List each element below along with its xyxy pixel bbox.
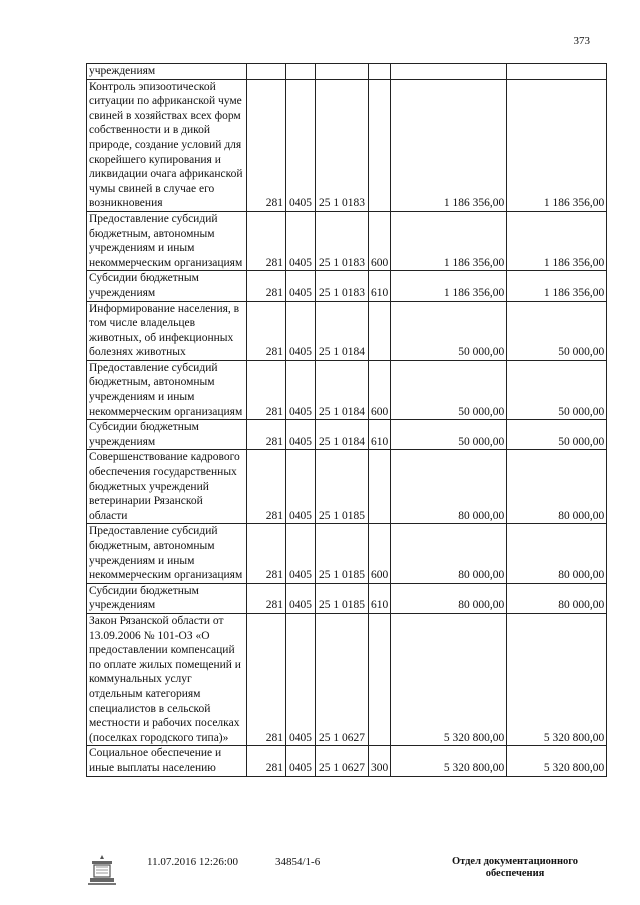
row-ved-cell: 281 (247, 613, 286, 745)
row-name-cell: Закон Рязанской области от 13.09.2006 № 101-ОЗ «О предоставлении компенсаций по оплате жилых помещений и коммунальных услуг отдельным категориям специалистов в сельской местности и рабочих поселках (поселках городского типа)» (87, 613, 247, 745)
row-name-cell: Контроль эпизоотической ситуации по африканской чуме свиней в хозяйствах всех форм собственности и в дикой природе, создание условий для скорейшего купирования и ликвидации очага африканской чумы свиней в случае его возникновения (87, 79, 247, 211)
row-section-cell: 0405 (286, 583, 316, 613)
row-sum-approved-cell: 50 000,00 (507, 301, 607, 360)
row-vr-cell: 610 (369, 271, 391, 301)
row-sum-2016-cell: 5 320 800,00 (391, 746, 507, 776)
row-csr-cell: 25 1 0183 (316, 271, 369, 301)
row-csr-cell: 25 1 0184 (316, 360, 369, 419)
table-row (87, 271, 607, 301)
row-ved-cell: 281 (247, 271, 286, 301)
row-sum-approved-cell: 1 186 356,00 (507, 271, 607, 301)
row-sum-2016-cell: 5 320 800,00 (391, 613, 507, 745)
row-sum-2016-cell: 50 000,00 (391, 301, 507, 360)
row-vr-cell: 610 (369, 420, 391, 450)
row-csr-cell: 25 1 0627 (316, 613, 369, 745)
row-section-cell: 0405 (286, 360, 316, 419)
row-section-cell: 0405 (286, 613, 316, 745)
row-sum-approved-cell: 5 320 800,00 (507, 746, 607, 776)
row-ved-cell: 281 (247, 746, 286, 776)
row-ved-cell: 281 (247, 583, 286, 613)
row-ved-cell: 281 (247, 360, 286, 419)
row-ved-cell: 281 (247, 79, 286, 211)
row-vr-cell: 610 (369, 583, 391, 613)
row-vr-cell (369, 613, 391, 745)
department-line-1: Отдел документационного (451, 856, 579, 867)
row-sum-2016-cell: 1 186 356,00 (391, 79, 507, 211)
timestamp: 11.07.2016 12:26:00 (147, 856, 238, 868)
table-row (87, 360, 607, 419)
row-sum-approved-cell: 5 320 800,00 (507, 613, 607, 745)
table-row (87, 583, 607, 613)
row-name-cell: Предоставление субсидий бюджетным, автономным учреждениям и иным некоммерческим организациям (87, 524, 247, 583)
row-ved-cell: 281 (247, 450, 286, 524)
row-name-cell: Социальное обеспечение и иные выплаты населению (87, 746, 247, 776)
row-csr-cell: 25 1 0185 (316, 450, 369, 524)
row-sum-2016-cell: 1 186 356,00 (391, 271, 507, 301)
row-name-cell: Субсидии бюджетным учреждениям (87, 420, 247, 450)
row-csr-cell: 25 1 0185 (316, 583, 369, 613)
coat-of-arms-icon (86, 853, 118, 887)
row-section-cell: 0405 (286, 79, 316, 211)
row-csr-cell: 25 1 0183 (316, 79, 369, 211)
row-sum-2016-cell: 80 000,00 (391, 524, 507, 583)
row-section-cell: 0405 (286, 524, 316, 583)
row-csr-cell: 25 1 0627 (316, 746, 369, 776)
row-sum-2016-cell: 80 000,00 (391, 583, 507, 613)
row-section-cell: 0405 (286, 301, 316, 360)
page-footer (0, 853, 640, 893)
row-csr-cell (316, 64, 369, 80)
row-sum-approved-cell: 80 000,00 (507, 450, 607, 524)
page-number: 373 (573, 35, 590, 47)
row-section-cell: 0405 (286, 450, 316, 524)
row-section-cell: 0405 (286, 211, 316, 270)
row-vr-cell: 600 (369, 524, 391, 583)
row-csr-cell: 25 1 0185 (316, 524, 369, 583)
row-vr-cell: 600 (369, 360, 391, 419)
row-csr-cell: 25 1 0184 (316, 420, 369, 450)
department-name (440, 856, 590, 880)
row-vr-cell (369, 64, 391, 80)
table-row (87, 211, 607, 270)
row-section-cell: 0405 (286, 271, 316, 301)
row-vr-cell: 300 (369, 746, 391, 776)
row-ved-cell (247, 64, 286, 80)
row-vr-cell: 600 (369, 211, 391, 270)
row-sum-approved-cell (507, 64, 607, 80)
row-ved-cell: 281 (247, 420, 286, 450)
row-section-cell: 0405 (286, 420, 316, 450)
row-csr-cell: 25 1 0184 (316, 301, 369, 360)
row-name-cell: Совершенствование кадрового обеспечения государственных бюджетных учреждений ветеринарии Рязанской области (87, 450, 247, 524)
row-ved-cell: 281 (247, 211, 286, 270)
table-row (87, 420, 607, 450)
document-id: 34854/1-6 (275, 856, 321, 868)
row-name-cell: Предоставление субсидий бюджетным, автономным учреждениям и иным некоммерческим организациям (87, 360, 247, 419)
row-ved-cell: 281 (247, 524, 286, 583)
table-row (87, 613, 607, 745)
row-sum-2016-cell (391, 64, 507, 80)
row-name-cell: Субсидии бюджетным учреждениям (87, 583, 247, 613)
row-sum-approved-cell: 50 000,00 (507, 360, 607, 419)
budget-table (86, 63, 607, 777)
table-row (87, 301, 607, 360)
row-sum-approved-cell: 1 186 356,00 (507, 211, 607, 270)
table-row (87, 79, 607, 211)
department-line-2: обеспечения (485, 868, 545, 879)
row-vr-cell (369, 301, 391, 360)
row-name-cell: Субсидии бюджетным учреждениям (87, 271, 247, 301)
row-section-cell (286, 64, 316, 80)
row-sum-2016-cell: 50 000,00 (391, 360, 507, 419)
row-sum-approved-cell: 1 186 356,00 (507, 79, 607, 211)
row-sum-2016-cell: 1 186 356,00 (391, 211, 507, 270)
table-row (87, 64, 607, 80)
row-csr-cell: 25 1 0183 (316, 211, 369, 270)
row-ved-cell: 281 (247, 301, 286, 360)
row-section-cell: 0405 (286, 746, 316, 776)
row-name-cell: учреждениям (87, 64, 247, 80)
table-row (87, 450, 607, 524)
row-sum-approved-cell: 50 000,00 (507, 420, 607, 450)
row-sum-approved-cell: 80 000,00 (507, 583, 607, 613)
row-sum-2016-cell: 50 000,00 (391, 420, 507, 450)
row-sum-approved-cell: 80 000,00 (507, 524, 607, 583)
row-vr-cell (369, 450, 391, 524)
row-name-cell: Информирование населения, в том числе владельцев животных, об инфекционных болезнях животных (87, 301, 247, 360)
table-row (87, 524, 607, 583)
row-vr-cell (369, 79, 391, 211)
row-sum-2016-cell: 80 000,00 (391, 450, 507, 524)
table-row (87, 746, 607, 776)
row-name-cell: Предоставление субсидий бюджетным, автономным учреждениям и иным некоммерческим организациям (87, 211, 247, 270)
